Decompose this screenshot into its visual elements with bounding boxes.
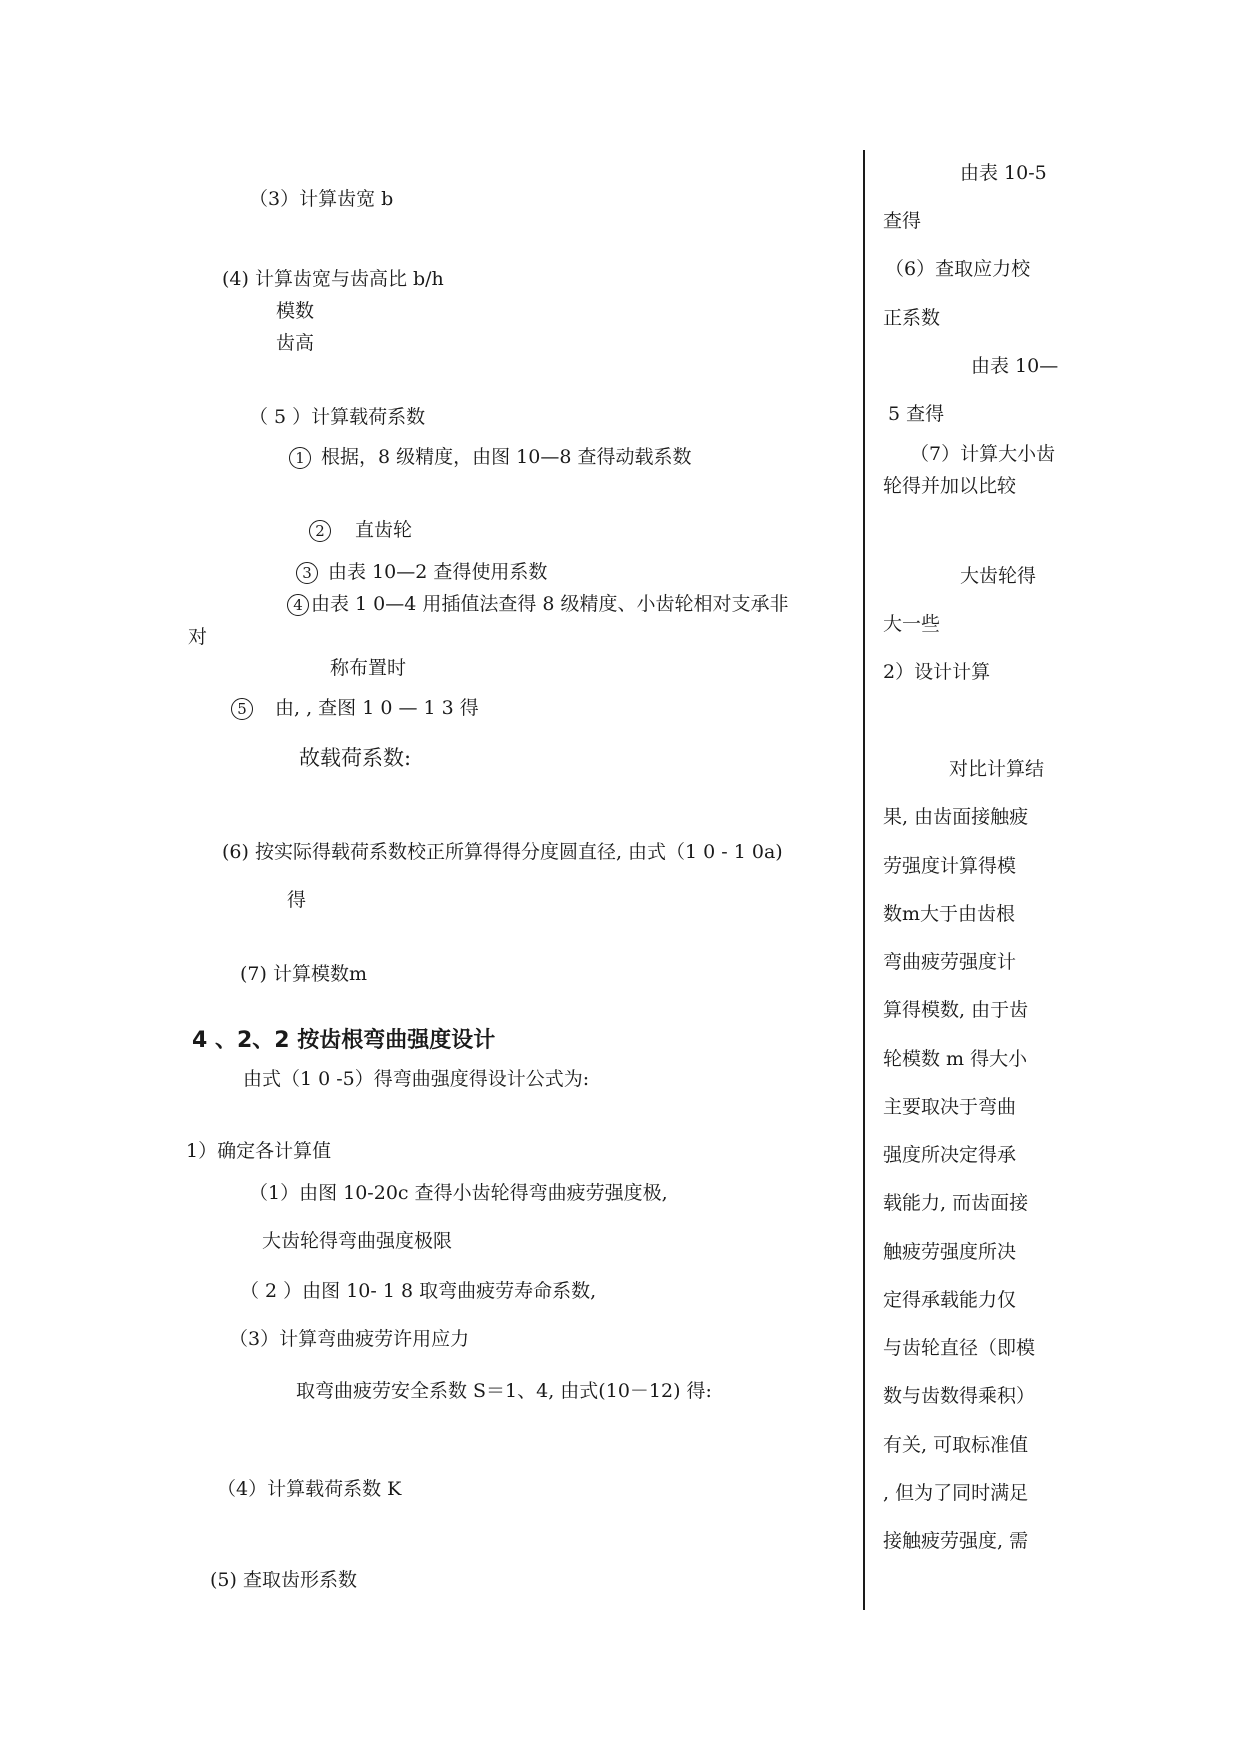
step-4-modulus: 模数 [276,300,315,322]
sub-item-1 [289,447,691,469]
side-line-22: 触疲劳强度所决 [883,1241,1017,1263]
side-line-8: 轮得并加以比较 [883,475,1017,497]
section-heading: 4 、2、2 按齿根弯曲强度设计 [192,1028,496,1053]
sub-item-1-text: 根据，8 级精度，由图 10—8 查得动载系数 [321,446,692,468]
side-line-3: （6）查取应力校 [885,258,1031,280]
bend-step-4: （4）计算载荷系数 K [217,1478,402,1500]
bend-step-1-cont: 大齿轮得弯曲强度极限 [262,1230,453,1252]
side-line-16: 弯曲疲劳强度计 [883,951,1017,973]
determine-values: 1）确定各计算值 [186,1140,332,1162]
circled-number-4: 4 [287,594,309,616]
side-line-5: 由表 10— [971,355,1059,377]
sub-item-5-text: 由, , 查图 1 0 — 1 3 得 [275,697,479,719]
step-5: （ 5 ）计算载荷系数 [249,406,426,428]
side-line-14: 劳强度计算得模 [883,855,1017,877]
bend-step-3-cont: 取弯曲疲劳安全系数 S＝1、4, 由式(10－12) 得: [296,1380,712,1402]
side-line-9: 大齿轮得 [960,565,1037,587]
circled-number-5: 5 [231,698,253,720]
sub-item-5 [231,698,479,720]
side-line-11: 2）设计计算 [883,661,991,683]
side-line-27: , 但为了同时满足 [883,1482,1029,1504]
sub-item-3 [296,562,547,584]
side-line-18: 轮模数 m 得大小 [883,1048,1028,1070]
step-4-tooth-height: 齿高 [276,332,315,354]
side-line-6: 5 查得 [888,403,945,425]
side-line-10: 大一些 [883,613,941,635]
side-line-23: 定得承载能力仅 [883,1289,1017,1311]
sub-item-4-text: 由表 1 0—4 用插值法查得 8 级精度、小齿轮相对支承非 [311,593,789,615]
side-line-13: 果, 由齿面接触疲 [883,806,1029,828]
side-line-20: 强度所决定得承 [883,1144,1017,1166]
side-line-2: 查得 [883,210,922,232]
side-line-4: 正系数 [883,307,941,329]
side-line-19: 主要取决于弯曲 [883,1096,1017,1118]
sub-item-2 [309,520,412,542]
circled-number-1: 1 [289,447,311,469]
sub-item-4-continued: 对 [188,626,208,648]
side-line-12: 对比计算结 [949,758,1045,780]
side-line-28: 接触疲劳强度, 需 [883,1530,1029,1552]
step-3: （3）计算齿宽 b [249,188,394,210]
side-line-17: 算得模数, 由于齿 [883,999,1029,1021]
side-line-25: 数与齿数得乘积） [883,1385,1036,1407]
bend-step-1: （1）由图 10-20c 查得小齿轮得弯曲疲劳强度极, [249,1182,668,1204]
step-6: (6) 按实际得载荷系数校正所算得得分度圆直径, 由式（1 0 - 1 0a) [222,841,783,863]
bend-step-5: (5) 查取齿形系数 [210,1569,357,1591]
circled-number-3: 3 [296,562,318,584]
design-formula-intro: 由式（1 0 -5）得弯曲强度得设计公式为: [243,1068,590,1090]
side-line-24: 与齿轮直径（即模 [883,1337,1036,1359]
sub-item-3-text: 由表 10—2 查得使用系数 [328,561,548,583]
sub-item-4-end: 称布置时 [330,657,407,679]
step-7: (7) 计算模数m [240,963,367,985]
side-line-7: （7）计算大小齿 [910,443,1056,465]
side-line-1: 由表 10-5 [960,162,1047,184]
side-line-15: 数m大于由齿根 [883,903,1016,925]
bend-step-3: （3）计算弯曲疲劳许用应力 [229,1328,470,1350]
step-4: (4) 计算齿宽与齿高比 b/h [222,268,444,290]
step-6-result: 得 [287,889,307,911]
bend-step-2: （ 2 ）由图 10- 1 8 取弯曲疲劳寿命系数, [240,1280,597,1302]
side-line-26: 有关, 可取标准值 [883,1434,1029,1456]
sub-item-4 [287,594,789,616]
sub-item-2-text: 直齿轮 [355,519,413,541]
side-line-21: 载能力, 而齿面接 [883,1192,1029,1214]
column-divider [863,150,865,1610]
circled-number-2: 2 [309,520,331,542]
load-factor-result: 故载荷系数: [299,746,412,770]
